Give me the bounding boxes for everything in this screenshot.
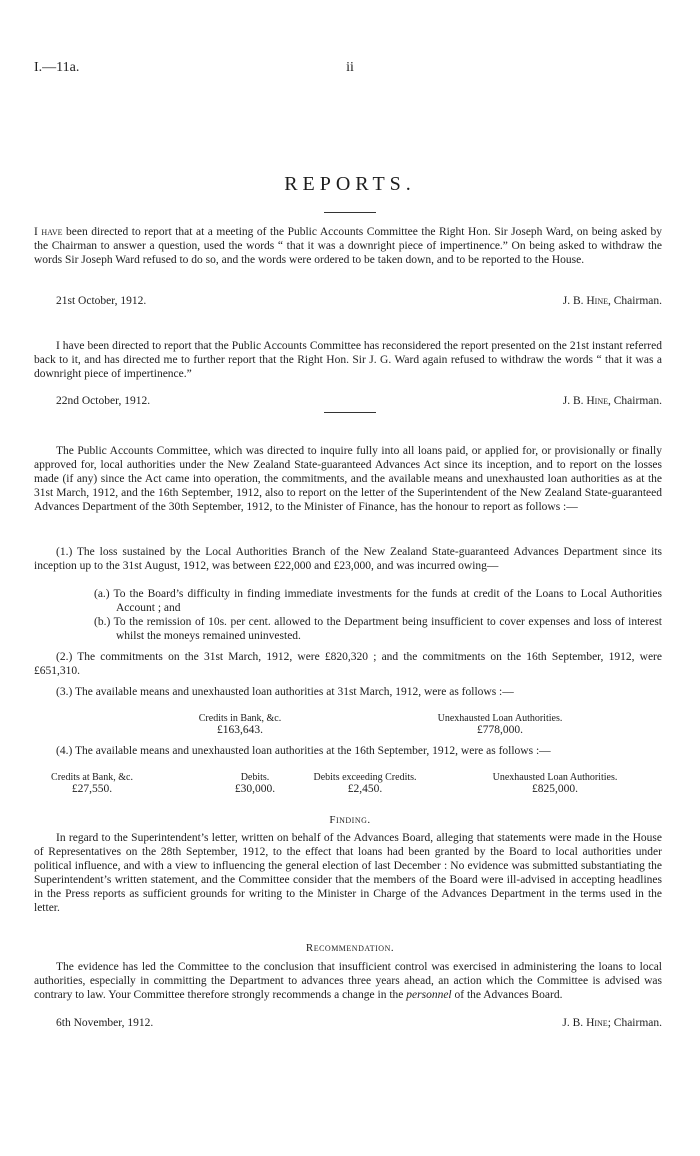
report-2-text: I have been directed to report that the Public Accounts Committee has reconsidered the report presented on the 21st instant referred back to it, and has directed me to further report that the Right Hon. Sir J. G. Ward again refused to withdraw the words “ that it was a downright piece of impertinence.” xyxy=(34,340,662,380)
report-2-date: 22nd October, 1912. xyxy=(56,395,151,407)
table-3-value-credits: £163,643. xyxy=(217,724,263,736)
finding-text: In regard to the Superintendent’s letter, written on behalf of the Advances Board, alleging that statements were made in the House of Representatives on the 28th September, 1912, to the effect that loans had been granted by the Board to local authorities under political influence, and with a view to influencing the general election of last December : No evidence was submitted substantiating the Superintendent’s written statement, and the Committee consider that the members of the Board were ill-advised in accepting headlines in the Press reports as sufficient grounds for writing to the Minister in Charge of the Advances Department in the terms used in the letter. xyxy=(34,832,662,914)
report-3-intro-text: The Public Accounts Committee, which was directed to inquire fully into all loans paid, or applied for, or provisionally or finally approved for, local authorities under the New Zealand State-guaranteed Advances Act since its inception, and to report on the losses made (if any) since the Act came into operation, the commitments, and the available means and unexhausted loan authorities as at the 31st March, 1912, and the 16th September, 1912, also to report on the letter of the Superintendent of the New Zealand State-guaranteed Advances Department of the 30th September, 1912, to the Minister of Finance, has the honour to report as follows :— xyxy=(34,445,662,513)
report-2-body xyxy=(34,339,662,381)
report-3-item-3: (3.) The available means and unexhausted loan authorities at 31st March, 1912, were as follows :— xyxy=(56,686,514,698)
chairman-name: Hine xyxy=(586,1017,608,1029)
table-3-value-loan-authorities: £778,000. xyxy=(477,724,523,736)
recommendation-body: The evidence has led the Committee to the conclusion that insufficient control was exercised in administering the loans to local authorities, especially in committing the Department to advances three years ahead, an action which the Committee is advised was contrary to law. Your Committee therefore strongly recommends a change in the personnel of the Advances Board. xyxy=(34,961,662,1001)
report-3-item-4: (4.) The available means and unexhausted loan authorities at the 16th September, 1912, were as follows :— xyxy=(56,745,551,757)
chairman-name: Hine xyxy=(586,395,609,407)
table-3-header-credits: Credits in Bank, &c. xyxy=(198,713,282,724)
report-1-text: been directed to report that at a meeting of the Public Accounts Committee the Right Hon. Sir Joseph Ward, on being asked by the Chairman to answer a question, used the words “ that it was a downright piece of impertinence.” On being asked to withdraw the words Sir Joseph Ward refused to do so, and the words were ordered to be taken down, and to be reported to the House. xyxy=(34,226,662,266)
title-divider xyxy=(324,212,376,213)
finding-body xyxy=(34,831,662,915)
chairman-name: Hine xyxy=(586,295,609,307)
table-3-header-loan-authorities: Unexhausted Loan Authorities. xyxy=(437,713,563,724)
report-1-signature: J. B. Hine, Chairman. xyxy=(562,295,662,307)
report-2-signature: J. B. Hine, Chairman. xyxy=(562,395,662,407)
recommendation-heading: Recommendation. xyxy=(305,942,395,954)
table-4-value-loan-authorities: £825,000. xyxy=(532,783,578,795)
report-3-item-1b: (b.) To the remission of 10s. per cent. allowed to the Department being insufficient to cover expenses and loss of interest whilst the moneys remained uninvested. xyxy=(94,616,662,642)
recommendation-date: 6th November, 1912. xyxy=(56,1017,154,1029)
table-4-header-credits: Credits at Bank, &c. xyxy=(51,772,133,783)
table-4-value-debits-exceeding: £2,450. xyxy=(347,783,383,795)
report-2-divider xyxy=(324,412,376,413)
report-3-item-1: (1.) The loss sustained by the Local Authorities Branch of the New Zealand State-guaranteed Advances Department since its inception up to the 31st August, 1912, was between £22,000 and £23,000, and was incurred owing— xyxy=(34,546,662,572)
report-3-intro xyxy=(34,444,662,514)
report-1-lead: I have xyxy=(34,226,63,238)
page-number: ii xyxy=(346,60,354,75)
table-4-header-debits: Debits. xyxy=(240,772,270,783)
report-3-item-1a: (a.) To the Board’s difficulty in finding immediate investments for the funds at credit of the Loans to Local Authorities Account ; and xyxy=(94,588,662,614)
page-title: REPORTS. xyxy=(284,173,416,195)
table-4-value-credits: £27,550. xyxy=(71,783,113,795)
table-4-value-debits: £30,000. xyxy=(234,783,276,795)
finding-heading: Finding. xyxy=(329,814,371,826)
table-4-header-debits-exceeding: Debits exceeding Credits. xyxy=(313,772,417,783)
recommendation-signature: J. B. Hine; Chairman. xyxy=(562,1017,662,1029)
report-3-item-2: (2.) The commitments on the 31st March, 1912, were £820,320 ; and the commitments on the 16th September, 1912, were £651,310. xyxy=(34,651,662,677)
report-1-date: 21st October, 1912. xyxy=(56,295,147,307)
table-4-header-loan-authorities: Unexhausted Loan Authorities. xyxy=(492,772,618,783)
document-reference: I.—11a. xyxy=(34,60,80,75)
personnel-italic: personnel xyxy=(406,989,452,1001)
report-1-body xyxy=(34,225,662,267)
